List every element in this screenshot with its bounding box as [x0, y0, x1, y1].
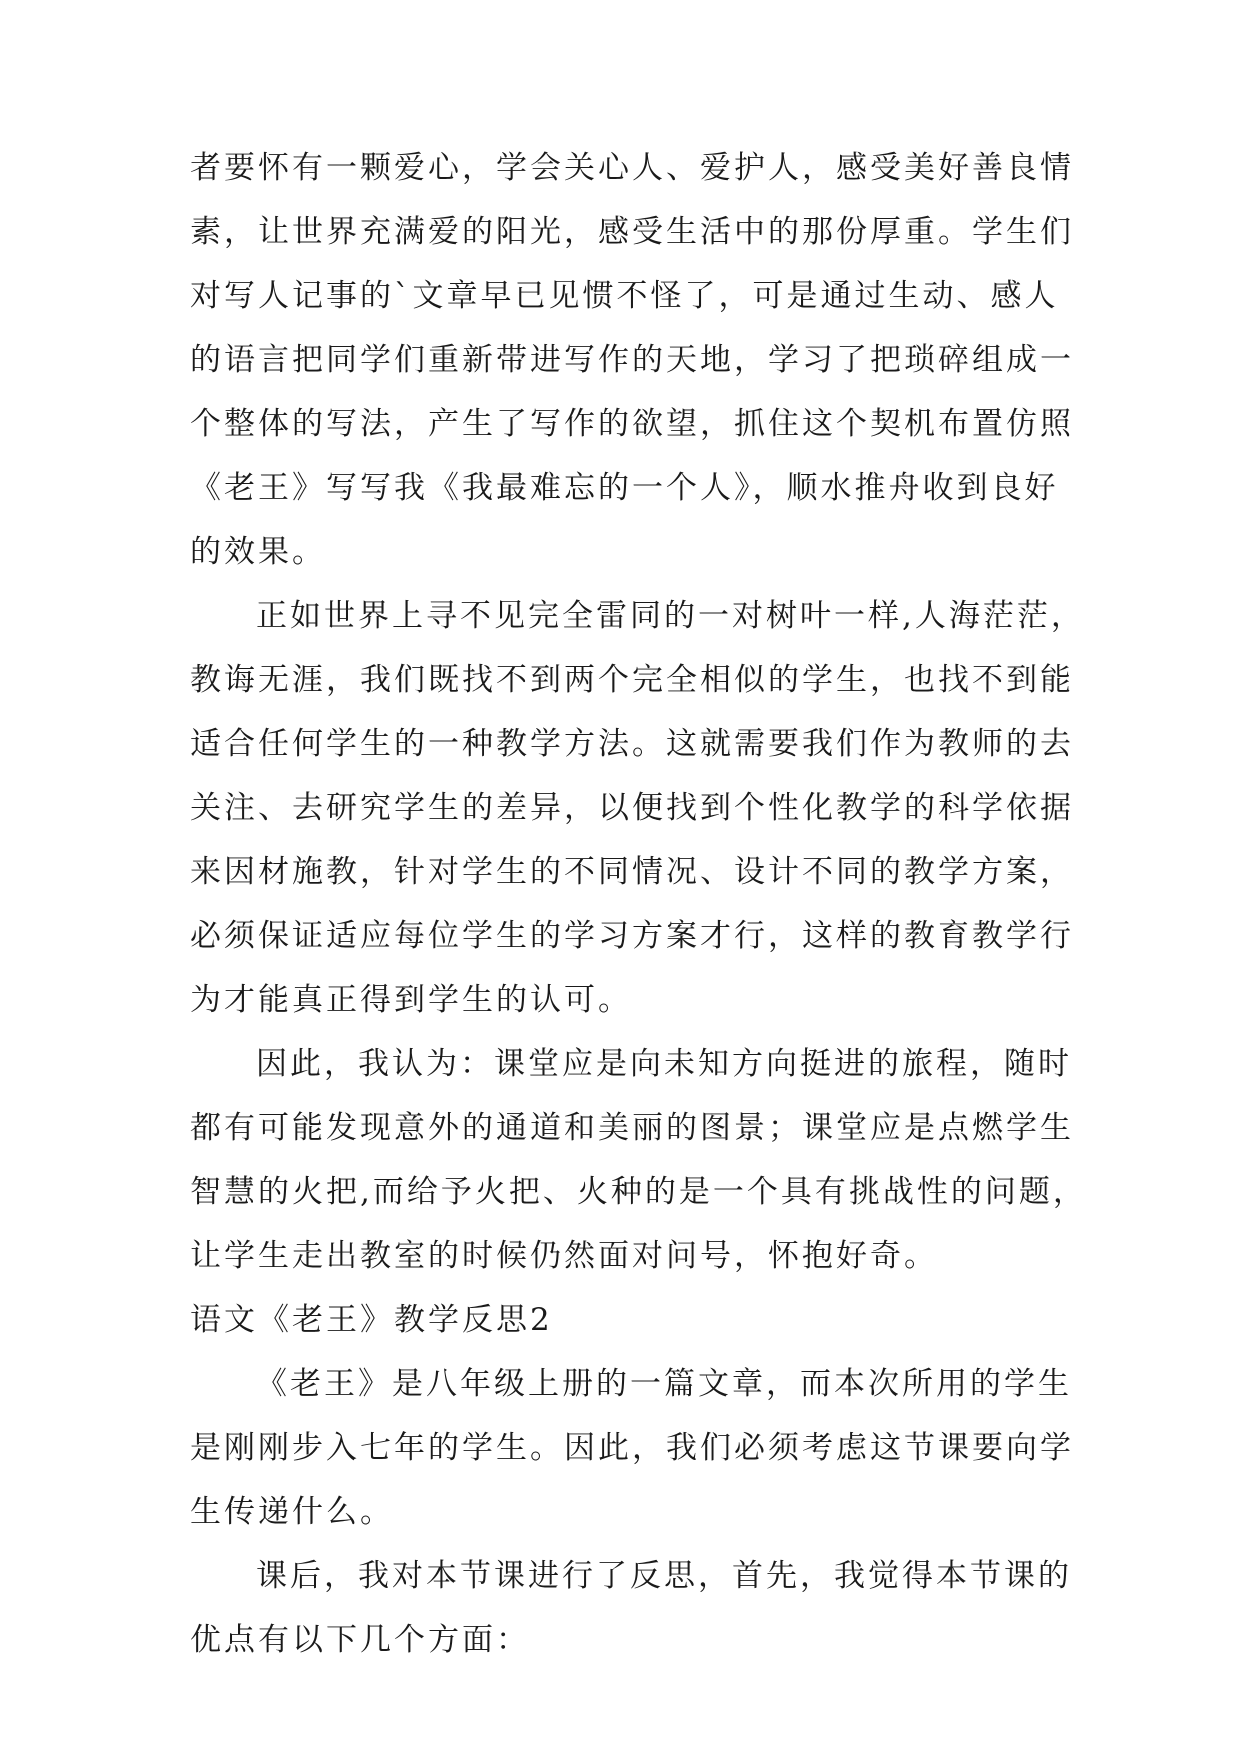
- paragraph-line: 为才能真正得到学生的认可。: [190, 982, 632, 1018]
- paragraph-line: 关注、去研究学生的差异，以便找到个性化教学的科学依据: [190, 790, 1074, 826]
- paragraph-line: 让学生走出教室的时候仍然面对问号，怀抱好奇。: [190, 1238, 938, 1274]
- paragraph-line: 适合任何学生的一种教学方法。这就需要我们作为教师的去: [190, 726, 1074, 762]
- section-heading: [190, 1288, 1060, 1352]
- body-paragraph: [190, 584, 1085, 1032]
- body-paragraph: [190, 136, 1074, 584]
- heading-text: 语文《老王》教学反思2: [190, 1302, 553, 1338]
- paragraph-line: 优点有以下几个方面：: [190, 1622, 530, 1658]
- paragraph-line: 生传递什么。: [190, 1494, 394, 1530]
- paragraph-line: 是刚刚步入七年的学生。因此，我们必须考虑这节课要向学: [190, 1430, 1074, 1466]
- paragraph-line: 必须保证适应每位学生的学习方案才行，这样的教育教学行: [190, 918, 1074, 954]
- body-paragraph: [190, 1032, 1087, 1288]
- paragraph-line: 课后，我对本节课进行了反思，首先，我觉得本节课的: [256, 1558, 1072, 1594]
- paragraph-line: 教诲无涯，我们既找不到两个完全相似的学生，也找不到能: [190, 662, 1074, 698]
- document-page: [190, 136, 1087, 1672]
- paragraph-line: 的语言把同学们重新带进写作的天地，学习了把琐碎组成一: [190, 342, 1074, 378]
- paragraph-line: 《老王》是八年级上册的一篇文章，而本次所用的学生: [256, 1366, 1072, 1402]
- paragraph-line: 个整体的写法，产生了写作的欲望，抓住这个契机布置仿照: [190, 406, 1074, 442]
- paragraph-line: 对写人记事的`文章早已见惯不怪了，可是通过生动、感人: [190, 278, 1059, 314]
- paragraph-line: 素，让世界充满爱的阳光，感受生活中的那份厚重。学生们: [190, 214, 1074, 250]
- paragraph-line: 《老王》写写我《我最难忘的一个人》，顺水推舟收到良好: [190, 470, 1059, 506]
- paragraph-line: 来因材施教，针对学生的不同情况、设计不同的教学方案，: [190, 854, 1074, 890]
- body-paragraph: [190, 1544, 1072, 1672]
- paragraph-line: 者要怀有一颗爱心，学会关心人、爱护人，感受美好善良情: [190, 150, 1074, 186]
- paragraph-line: 因此，我认为：课堂应是向未知方向挺进的旅程，随时: [256, 1046, 1072, 1082]
- paragraph-line: 都有可能发现意外的通道和美丽的图景；课堂应是点燃学生: [190, 1110, 1074, 1146]
- paragraph-line: 的效果。: [190, 534, 326, 570]
- paragraph-line: 正如世界上寻不见完全雷同的一对树叶一样,人海茫茫，: [256, 598, 1085, 634]
- paragraph-line: 智慧的火把,而给予火把、火种的是一个具有挑战性的问题，: [190, 1174, 1087, 1210]
- body-paragraph: [190, 1352, 1074, 1544]
